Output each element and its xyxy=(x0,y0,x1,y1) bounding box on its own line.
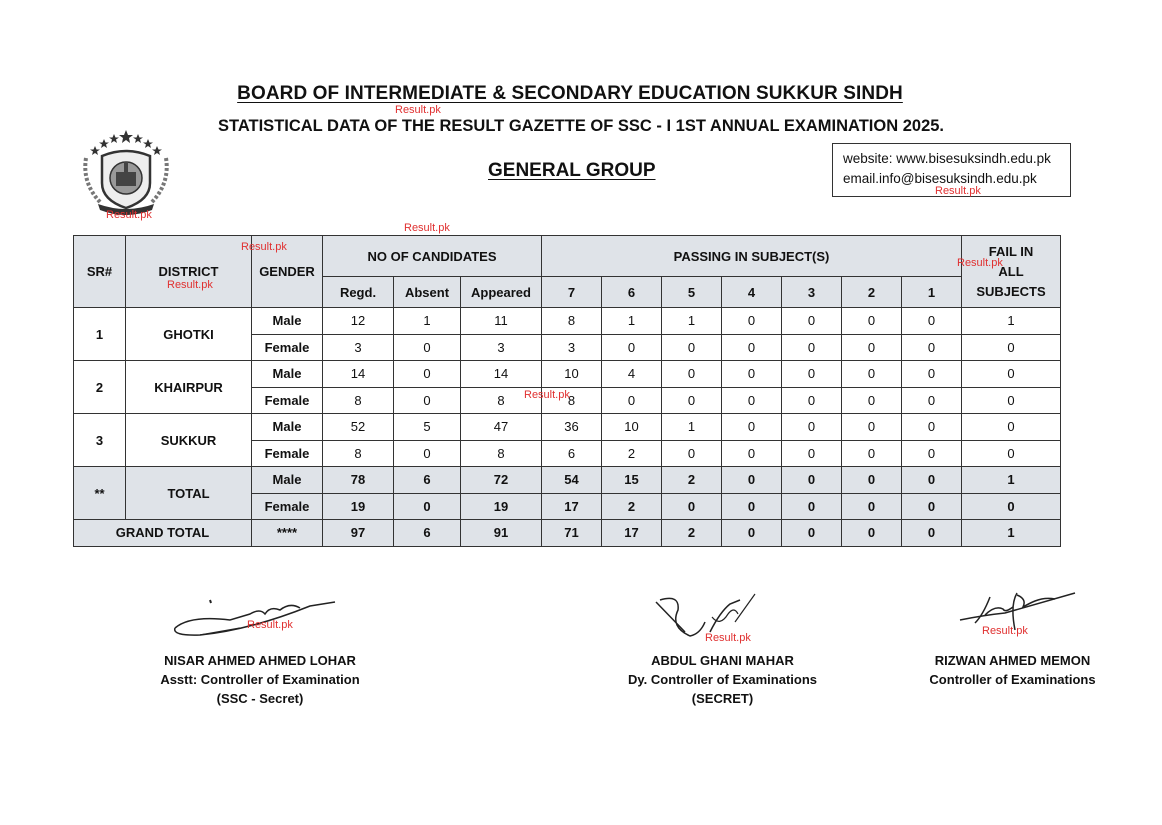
watermark: Result.pk xyxy=(957,257,1003,269)
appeared-cell: 8 xyxy=(461,440,542,467)
pass-2-cell: 0 xyxy=(842,387,902,414)
district-cell: GHOTKI xyxy=(126,308,252,361)
signatory-name: RIZWAN AHMED MEMON xyxy=(934,653,1091,668)
header-district: DISTRICT xyxy=(126,236,252,308)
header-subject-6: 6 xyxy=(602,277,662,308)
pass-1-cell: 0 xyxy=(902,414,962,441)
watermark: Result.pk xyxy=(982,625,1028,637)
pass-6-cell: 4 xyxy=(602,361,662,388)
gender-cell: Male xyxy=(252,308,323,335)
absent-cell: 6 xyxy=(394,467,461,494)
watermark: Result.pk xyxy=(705,632,751,644)
header-appeared: Appeared xyxy=(461,277,542,308)
pass-1-cell: 0 xyxy=(902,467,962,494)
regd-cell: 8 xyxy=(323,387,394,414)
absent-cell: 0 xyxy=(394,440,461,467)
contact-box xyxy=(832,143,1071,197)
signature-1-icon xyxy=(170,590,340,645)
pass-1-cell: 0 xyxy=(902,493,962,520)
pass-5-cell: 0 xyxy=(662,334,722,361)
regd-cell: 19 xyxy=(323,493,394,520)
pass-2-cell: 0 xyxy=(842,493,902,520)
regd-cell: 52 xyxy=(323,414,394,441)
header-subject-2: 2 xyxy=(842,277,902,308)
pass-4-cell: 0 xyxy=(722,361,782,388)
pass-6-cell: 0 xyxy=(602,334,662,361)
gender-cell: Female xyxy=(252,493,323,520)
pass-7-cell: 10 xyxy=(542,361,602,388)
table-row xyxy=(74,361,1061,388)
fail-cell: 0 xyxy=(962,361,1061,388)
pass-1-cell: 0 xyxy=(902,308,962,335)
appeared-cell: 3 xyxy=(461,334,542,361)
board-logo xyxy=(78,128,174,220)
pass-6-cell: 1 xyxy=(602,308,662,335)
pass-3-cell: 0 xyxy=(782,308,842,335)
regd-cell: 14 xyxy=(323,361,394,388)
pass-1-cell: 0 xyxy=(902,520,962,547)
pass-6-cell: 15 xyxy=(602,467,662,494)
pass-1-cell: 0 xyxy=(902,440,962,467)
pass-3-cell: 0 xyxy=(782,493,842,520)
pass-7-cell: 8 xyxy=(542,308,602,335)
signatory-designation: Asstt: Controller of Examination xyxy=(160,672,360,687)
sr-cell: 2 xyxy=(74,361,126,414)
appeared-cell: 47 xyxy=(461,414,542,441)
absent-cell: 0 xyxy=(394,387,461,414)
header-subject-1: 1 xyxy=(902,277,962,308)
absent-cell: 0 xyxy=(394,361,461,388)
pass-4-cell: 0 xyxy=(722,493,782,520)
pass-7-cell: 6 xyxy=(542,440,602,467)
pass-6-cell: 2 xyxy=(602,440,662,467)
absent-cell: 0 xyxy=(394,334,461,361)
email-link[interactable]: email.info@bisesuksindh.edu.pk xyxy=(843,171,1037,186)
regd-cell: 8 xyxy=(323,440,394,467)
fail-cell: 1 xyxy=(962,520,1061,547)
appeared-cell: 19 xyxy=(461,493,542,520)
signatory-name: NISAR AHMED AHMED LOHAR xyxy=(164,653,356,668)
pass-4-cell: 0 xyxy=(722,440,782,467)
grand-total-row xyxy=(74,520,1061,547)
district-cell: TOTAL xyxy=(126,467,252,520)
pass-4-cell: 0 xyxy=(722,334,782,361)
pass-5-cell: 1 xyxy=(662,308,722,335)
signatory-block xyxy=(600,651,845,708)
signatory-designation: Dy. Controller of Examinations xyxy=(627,672,817,687)
signatory-block xyxy=(140,651,380,708)
header-no-of-candidates: NO OF CANDIDATES xyxy=(323,236,542,277)
pass-2-cell: 0 xyxy=(842,440,902,467)
website-link[interactable]: website: www.bisesuksindh.edu.pk xyxy=(843,151,1051,166)
pass-7-cell: 17 xyxy=(542,493,602,520)
header-subject-7: 7 xyxy=(542,277,602,308)
pass-4-cell: 0 xyxy=(722,467,782,494)
table-row xyxy=(74,414,1061,441)
header-subject-4: 4 xyxy=(722,277,782,308)
fail-cell: 1 xyxy=(962,308,1061,335)
fail-cell: 1 xyxy=(962,467,1061,494)
appeared-cell: 72 xyxy=(461,467,542,494)
grand-total-label: GRAND TOTAL xyxy=(74,520,252,547)
total-row xyxy=(74,467,1061,494)
fail-cell: 0 xyxy=(962,334,1061,361)
gender-cell: Male xyxy=(252,467,323,494)
pass-7-cell: 8 xyxy=(542,387,602,414)
pass-3-cell: 0 xyxy=(782,467,842,494)
pass-2-cell: 0 xyxy=(842,308,902,335)
pass-1-cell: 0 xyxy=(902,334,962,361)
gender-cell: **** xyxy=(252,520,323,547)
pass-2-cell: 0 xyxy=(842,361,902,388)
pass-4-cell: 0 xyxy=(722,520,782,547)
sr-cell: 1 xyxy=(74,308,126,361)
pass-1-cell: 0 xyxy=(902,387,962,414)
pass-2-cell: 0 xyxy=(842,467,902,494)
pass-2-cell: 0 xyxy=(842,520,902,547)
pass-3-cell: 0 xyxy=(782,334,842,361)
appeared-cell: 11 xyxy=(461,308,542,335)
header-passing-in-subjects: PASSING IN SUBJECT(S) xyxy=(542,236,962,277)
pass-7-cell: 3 xyxy=(542,334,602,361)
district-cell: KHAIRPUR xyxy=(126,361,252,414)
pass-5-cell: 2 xyxy=(662,520,722,547)
pass-3-cell: 0 xyxy=(782,440,842,467)
pass-7-cell: 71 xyxy=(542,520,602,547)
gender-cell: Male xyxy=(252,414,323,441)
pass-2-cell: 0 xyxy=(842,414,902,441)
district-cell: SUKKUR xyxy=(126,414,252,467)
pass-3-cell: 0 xyxy=(782,387,842,414)
pass-4-cell: 0 xyxy=(722,308,782,335)
board-title xyxy=(0,83,1140,105)
pass-5-cell: 0 xyxy=(662,493,722,520)
appeared-cell: 8 xyxy=(461,387,542,414)
appeared-cell: 91 xyxy=(461,520,542,547)
fail-cell: 0 xyxy=(962,387,1061,414)
header-sr: SR# xyxy=(74,236,126,308)
watermark: Result.pk xyxy=(241,241,287,253)
fail-cell: 0 xyxy=(962,440,1061,467)
pass-7-cell: 36 xyxy=(542,414,602,441)
regd-cell: 12 xyxy=(323,308,394,335)
pass-5-cell: 0 xyxy=(662,361,722,388)
group-title: GENERAL GROUP xyxy=(488,160,656,181)
watermark: Result.pk xyxy=(247,619,293,631)
gazette-title: STATISTICAL DATA OF THE RESULT GAZETTE OF SSC - I 1ST ANNUAL EXAMINATION 2025. xyxy=(217,117,945,135)
pass-4-cell: 0 xyxy=(722,414,782,441)
header-regd: Regd. xyxy=(323,277,394,308)
pass-3-cell: 0 xyxy=(782,361,842,388)
absent-cell: 1 xyxy=(394,308,461,335)
watermark: Result.pk xyxy=(167,279,213,291)
absent-cell: 6 xyxy=(394,520,461,547)
emblem-icon xyxy=(78,128,174,220)
signatory-note: (SSC - Secret) xyxy=(216,691,304,706)
sr-cell: ** xyxy=(74,467,126,520)
pass-5-cell: 2 xyxy=(662,467,722,494)
pass-3-cell: 0 xyxy=(782,520,842,547)
absent-cell: 0 xyxy=(394,493,461,520)
pass-1-cell: 0 xyxy=(902,361,962,388)
header-subject-3: 3 xyxy=(782,277,842,308)
header-gender: GENDER xyxy=(252,236,323,308)
pass-5-cell: 0 xyxy=(662,440,722,467)
signatory-note: (SECRET) xyxy=(691,691,754,706)
pass-5-cell: 1 xyxy=(662,414,722,441)
gender-cell: Female xyxy=(252,387,323,414)
signatory-designation: Controller of Examinations xyxy=(929,672,1096,687)
pass-3-cell: 0 xyxy=(782,414,842,441)
regd-cell: 3 xyxy=(323,334,394,361)
absent-cell: 5 xyxy=(394,414,461,441)
board-title-text: BOARD OF INTERMEDIATE & SECONDARY EDUCATION SUKKUR SINDH xyxy=(237,83,903,104)
pass-2-cell: 0 xyxy=(842,334,902,361)
signatory-block xyxy=(905,651,1120,689)
watermark: Result.pk xyxy=(106,209,152,221)
fail-cell: 0 xyxy=(962,414,1061,441)
pass-6-cell: 10 xyxy=(602,414,662,441)
header-absent: Absent xyxy=(394,277,461,308)
pass-6-cell: 0 xyxy=(602,387,662,414)
gender-cell: Female xyxy=(252,334,323,361)
header-subject-5: 5 xyxy=(662,277,722,308)
pass-6-cell: 17 xyxy=(602,520,662,547)
sr-cell: 3 xyxy=(74,414,126,467)
pass-7-cell: 54 xyxy=(542,467,602,494)
pass-5-cell: 0 xyxy=(662,387,722,414)
pass-6-cell: 2 xyxy=(602,493,662,520)
regd-cell: 78 xyxy=(323,467,394,494)
watermark: Result.pk xyxy=(395,104,441,116)
watermark: Result.pk xyxy=(404,222,450,234)
regd-cell: 97 xyxy=(323,520,394,547)
signatory-name: ABDUL GHANI MAHAR xyxy=(651,653,794,668)
table-row xyxy=(74,308,1061,335)
gender-cell: Female xyxy=(252,440,323,467)
header-fail-in-all-subjects: FAIL IN ALL SUBJECTS xyxy=(962,236,1061,308)
pass-4-cell: 0 xyxy=(722,387,782,414)
watermark: Result.pk xyxy=(524,389,570,401)
gender-cell: Male xyxy=(252,361,323,388)
fail-cell: 0 xyxy=(962,493,1061,520)
watermark: Result.pk xyxy=(935,185,981,197)
appeared-cell: 14 xyxy=(461,361,542,388)
